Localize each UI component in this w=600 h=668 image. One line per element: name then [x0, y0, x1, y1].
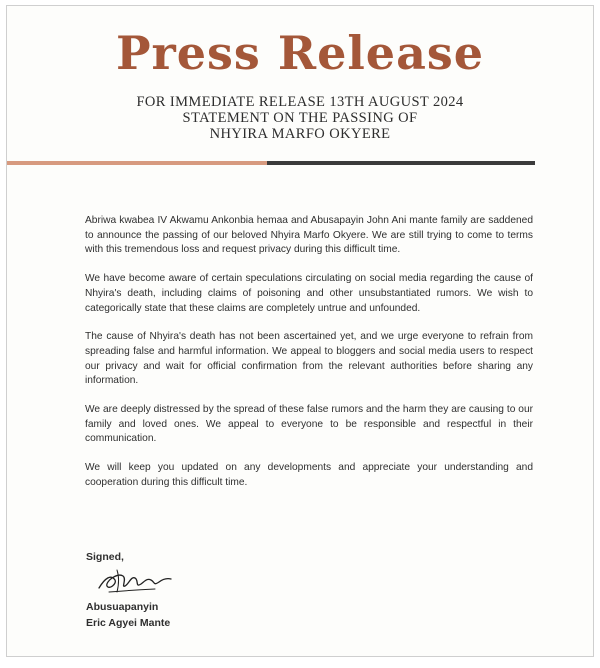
signatory-title: Abusuapanyin	[86, 601, 159, 613]
document-body	[85, 214, 533, 505]
paragraph: Abriwa kwabea IV Akwamu Ankonbia hemaa and Abusapayin John Ani mante family are saddened to announce the passing of our beloved Nhyira Marfo Okyere. We are still trying to come to terms with this tremendous loss and request privacy during this difficult time.	[85, 215, 533, 256]
divider-dark	[267, 161, 535, 165]
paragraph: The cause of Nhyira's death has not been ascertained yet, and we urge everyone to refrain from spreading false and harmful information. We appeal to bloggers and social media users to respect our privacy and wait for official confirmation from the relevant authorities before sharing any information.	[85, 331, 533, 387]
subtitle-line-statement: STATEMENT ON THE PASSING OF	[182, 110, 418, 126]
paragraph: We have become aware of certain speculations circulating on social media regarding the cause of Nhyira's death, including claims of poisoning and other unsubstantiated rumors. We wish to categorically state that these claims are completely untrue and unfounded.	[85, 273, 533, 314]
signature-icon	[95, 564, 175, 598]
divider-accent	[7, 161, 267, 165]
signatory-name: Eric Agyei Mante	[86, 617, 171, 629]
document-subtitle	[7, 94, 593, 142]
signed-label: Signed,	[86, 551, 124, 563]
document-title: Press Release	[115, 26, 485, 80]
subtitle-line-date: FOR IMMEDIATE RELEASE 13TH AUGUST 2024	[136, 94, 464, 110]
paragraph: We will keep you updated on any developments and appreciate your understanding and cooperation during this difficult time.	[85, 462, 533, 488]
paragraph: We are deeply distressed by the spread of these false rumors and the harm they are causing to our family and loved ones. We appeal to everyone to be responsible and respectful in their communication.	[85, 404, 533, 445]
subtitle-line-name: NHYIRA MARFO OKYERE	[209, 126, 391, 142]
press-release-document	[6, 5, 594, 657]
